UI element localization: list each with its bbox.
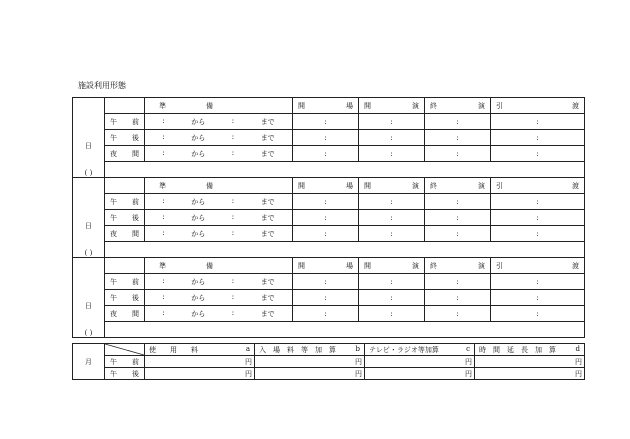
hand-header-2: 渡 bbox=[572, 101, 579, 110]
fee-col-key: d bbox=[575, 344, 580, 353]
time-field[interactable] bbox=[293, 130, 359, 146]
period-label-2: 前 bbox=[132, 117, 139, 126]
time-field[interactable] bbox=[425, 226, 491, 242]
time-field[interactable] bbox=[293, 194, 359, 210]
time-field[interactable] bbox=[491, 226, 585, 242]
fee-col-label: 時 間 延 長 加 算 bbox=[479, 345, 556, 354]
time-field[interactable] bbox=[425, 130, 491, 146]
open-header bbox=[293, 178, 359, 194]
time-field[interactable] bbox=[491, 290, 585, 306]
fee-amount-field[interactable] bbox=[255, 356, 365, 368]
time-colon: : bbox=[390, 133, 393, 142]
day-cell bbox=[73, 178, 105, 258]
period-label-2: 前 bbox=[132, 277, 139, 286]
weekday-label: ( ) bbox=[84, 329, 93, 337]
open-header-1: 開 bbox=[298, 261, 305, 270]
fee-header-row bbox=[73, 344, 585, 356]
time-field[interactable] bbox=[425, 146, 491, 162]
prep-time-field[interactable] bbox=[145, 290, 293, 306]
time-colon: : bbox=[162, 132, 165, 141]
time-from: から bbox=[191, 309, 206, 318]
fee-col-header bbox=[145, 344, 255, 356]
end-header bbox=[425, 98, 491, 114]
time-colon: : bbox=[324, 277, 327, 286]
time-field[interactable] bbox=[425, 306, 491, 322]
time-to: まで bbox=[260, 197, 275, 206]
weekday-blank-cell bbox=[105, 242, 585, 258]
end-header-2: 演 bbox=[478, 181, 485, 190]
hand-header-2: 渡 bbox=[572, 181, 579, 190]
fee-col-label: テレビ・ラジオ等加算 bbox=[369, 345, 439, 354]
block-header-row bbox=[73, 178, 585, 194]
time-field[interactable] bbox=[359, 290, 425, 306]
period-label-2: 後 bbox=[132, 133, 139, 142]
day-label: 日 bbox=[85, 142, 92, 150]
fee-col-header bbox=[475, 344, 585, 356]
yen-label: 円 bbox=[575, 369, 582, 378]
time-field[interactable] bbox=[293, 210, 359, 226]
time-colon: : bbox=[456, 277, 459, 286]
time-colon: : bbox=[456, 213, 459, 222]
time-colon: : bbox=[231, 292, 235, 301]
prep-time-field[interactable] bbox=[145, 226, 293, 242]
hand-header-2: 渡 bbox=[572, 261, 579, 270]
open-header-2: 場 bbox=[346, 181, 353, 190]
period-label-1: 午 bbox=[110, 117, 117, 126]
time-from: から bbox=[191, 229, 206, 238]
time-colon: : bbox=[390, 213, 393, 222]
period-label bbox=[105, 130, 145, 146]
time-colon: : bbox=[456, 197, 459, 206]
period-row bbox=[73, 114, 585, 130]
time-colon: : bbox=[536, 309, 539, 318]
open-header-1: 開 bbox=[298, 181, 305, 190]
time-colon: : bbox=[231, 276, 235, 285]
time-colon: : bbox=[162, 116, 165, 125]
time-field[interactable] bbox=[359, 146, 425, 162]
time-colon: : bbox=[456, 293, 459, 302]
time-colon: : bbox=[456, 133, 459, 142]
time-colon: : bbox=[324, 133, 327, 142]
prep-header-2: 備 bbox=[206, 181, 213, 190]
period-label-1: 午 bbox=[110, 293, 117, 302]
time-colon: : bbox=[536, 149, 539, 158]
period-label-1: 夜 bbox=[110, 229, 117, 238]
time-colon: : bbox=[390, 309, 393, 318]
month-label: 月 bbox=[85, 357, 92, 366]
start-header bbox=[359, 258, 425, 274]
time-colon: : bbox=[162, 276, 165, 285]
period-label bbox=[105, 290, 145, 306]
start-header-2: 演 bbox=[412, 261, 419, 270]
time-colon: : bbox=[231, 116, 235, 125]
time-colon: : bbox=[536, 133, 539, 142]
time-colon: : bbox=[162, 196, 165, 205]
fee-period-label-2: 後 bbox=[132, 369, 139, 378]
time-colon: : bbox=[390, 229, 393, 238]
end-header bbox=[425, 258, 491, 274]
open-header bbox=[293, 98, 359, 114]
fee-col-label: 入 場 料 等 加 算 bbox=[259, 345, 336, 354]
time-colon: : bbox=[324, 197, 327, 206]
fee-amount-field[interactable] bbox=[365, 356, 475, 368]
start-header bbox=[359, 178, 425, 194]
prep-time-field[interactable] bbox=[145, 114, 293, 130]
hand-header-1: 引 bbox=[496, 181, 503, 190]
time-field[interactable] bbox=[491, 130, 585, 146]
end-header-2: 演 bbox=[478, 261, 485, 270]
time-from: から bbox=[191, 149, 206, 158]
time-field[interactable] bbox=[491, 194, 585, 210]
period-label-1: 夜 bbox=[110, 309, 117, 318]
prep-header-1: 準 bbox=[159, 101, 166, 110]
time-colon: : bbox=[231, 148, 235, 157]
day-label: 日 bbox=[85, 222, 92, 230]
time-field[interactable] bbox=[293, 146, 359, 162]
period-label-1: 午 bbox=[110, 277, 117, 286]
hand-header bbox=[491, 178, 585, 194]
fee-amount-field[interactable] bbox=[365, 368, 475, 380]
period-row bbox=[73, 210, 585, 226]
time-colon: : bbox=[536, 277, 539, 286]
period-row bbox=[73, 274, 585, 290]
prep-header-2: 備 bbox=[206, 101, 213, 110]
time-field[interactable] bbox=[293, 290, 359, 306]
time-colon: : bbox=[231, 308, 235, 317]
period-label bbox=[105, 306, 145, 322]
yen-label: 円 bbox=[245, 357, 252, 366]
start-header-1: 開 bbox=[364, 101, 371, 110]
period-label bbox=[105, 274, 145, 290]
time-field[interactable] bbox=[491, 306, 585, 322]
fee-col-label: 使 用 料 bbox=[149, 345, 198, 354]
hand-header bbox=[491, 258, 585, 274]
fee-col-key: a bbox=[245, 344, 250, 353]
start-header bbox=[359, 98, 425, 114]
period-row bbox=[73, 130, 585, 146]
time-field[interactable] bbox=[359, 130, 425, 146]
weekday-blank-cell bbox=[105, 322, 585, 338]
open-header-1: 開 bbox=[298, 101, 305, 110]
period-header-blank bbox=[105, 178, 145, 194]
end-header-1: 終 bbox=[430, 101, 437, 110]
end-header-1: 終 bbox=[430, 181, 437, 190]
time-to: まで bbox=[260, 117, 275, 126]
fee-col-key: b bbox=[355, 344, 360, 353]
time-to: まで bbox=[260, 309, 275, 318]
time-colon: : bbox=[324, 213, 327, 222]
time-field[interactable] bbox=[359, 194, 425, 210]
time-colon: : bbox=[536, 117, 539, 126]
fee-row bbox=[73, 356, 585, 368]
prep-time-field[interactable] bbox=[145, 306, 293, 322]
period-label-2: 後 bbox=[132, 213, 139, 222]
period-label bbox=[105, 194, 145, 210]
time-field[interactable] bbox=[359, 114, 425, 130]
yen-label: 円 bbox=[355, 369, 362, 378]
prep-header bbox=[145, 178, 293, 194]
time-colon: : bbox=[536, 213, 539, 222]
open-header bbox=[293, 258, 359, 274]
time-colon: : bbox=[456, 229, 459, 238]
time-field[interactable] bbox=[491, 114, 585, 130]
period-row bbox=[73, 194, 585, 210]
weekday-label: ( ) bbox=[84, 169, 93, 177]
yen-label: 円 bbox=[245, 369, 252, 378]
time-from: から bbox=[191, 117, 206, 126]
fee-table bbox=[72, 343, 585, 380]
day-cell bbox=[73, 258, 105, 338]
hand-header-1: 引 bbox=[496, 261, 503, 270]
time-to: まで bbox=[260, 229, 275, 238]
prep-time-field[interactable] bbox=[145, 130, 293, 146]
time-colon: : bbox=[324, 117, 327, 126]
day-cell bbox=[73, 98, 105, 178]
time-colon: : bbox=[162, 292, 165, 301]
prep-header bbox=[145, 98, 293, 114]
prep-time-field[interactable] bbox=[145, 274, 293, 290]
prep-time-field[interactable] bbox=[145, 146, 293, 162]
time-to: まで bbox=[260, 133, 275, 142]
time-colon: : bbox=[536, 229, 539, 238]
fee-period-label-2: 前 bbox=[132, 357, 139, 366]
month-cell bbox=[73, 344, 105, 380]
day-label: 日 bbox=[85, 302, 92, 310]
period-label bbox=[105, 114, 145, 130]
time-field[interactable] bbox=[425, 114, 491, 130]
period-header-blank bbox=[105, 258, 145, 274]
prep-time-field[interactable] bbox=[145, 194, 293, 210]
end-header-2: 演 bbox=[478, 101, 485, 110]
time-colon: : bbox=[324, 229, 327, 238]
form-caption: 施設利用形態 bbox=[78, 81, 126, 90]
time-field[interactable] bbox=[293, 274, 359, 290]
time-field[interactable] bbox=[293, 114, 359, 130]
time-colon: : bbox=[162, 228, 165, 237]
fee-col-header bbox=[255, 344, 365, 356]
period-label-2: 前 bbox=[132, 197, 139, 206]
time-from: から bbox=[191, 277, 206, 286]
schedule-table bbox=[72, 97, 585, 338]
time-field[interactable] bbox=[359, 274, 425, 290]
time-from: から bbox=[191, 293, 206, 302]
end-header-1: 終 bbox=[430, 261, 437, 270]
open-header-2: 場 bbox=[346, 101, 353, 110]
hand-header bbox=[491, 98, 585, 114]
time-colon: : bbox=[231, 228, 235, 237]
time-from: から bbox=[191, 213, 206, 222]
time-field[interactable] bbox=[359, 306, 425, 322]
time-to: まで bbox=[260, 149, 275, 158]
time-field[interactable] bbox=[425, 274, 491, 290]
time-colon: : bbox=[536, 293, 539, 302]
period-label-1: 午 bbox=[110, 197, 117, 206]
yen-label: 円 bbox=[575, 357, 582, 366]
fee-amount-field[interactable] bbox=[475, 356, 585, 368]
time-colon: : bbox=[324, 293, 327, 302]
diagonal-line bbox=[105, 344, 144, 355]
period-label bbox=[105, 226, 145, 242]
time-field[interactable] bbox=[425, 290, 491, 306]
time-field[interactable] bbox=[491, 274, 585, 290]
time-colon: : bbox=[162, 212, 165, 221]
time-colon: : bbox=[390, 197, 393, 206]
time-field[interactable] bbox=[359, 226, 425, 242]
time-colon: : bbox=[456, 309, 459, 318]
time-colon: : bbox=[390, 277, 393, 286]
time-colon: : bbox=[390, 117, 393, 126]
weekday-row bbox=[73, 162, 585, 178]
hand-header-1: 引 bbox=[496, 101, 503, 110]
time-to: まで bbox=[260, 293, 275, 302]
time-field[interactable] bbox=[293, 226, 359, 242]
time-field[interactable] bbox=[359, 210, 425, 226]
weekday-label: ( ) bbox=[84, 249, 93, 257]
start-header-1: 開 bbox=[364, 261, 371, 270]
yen-label: 円 bbox=[465, 369, 472, 378]
time-colon: : bbox=[231, 212, 235, 221]
time-colon: : bbox=[456, 149, 459, 158]
time-field[interactable] bbox=[425, 194, 491, 210]
yen-label: 円 bbox=[465, 357, 472, 366]
fee-amount-field[interactable] bbox=[145, 368, 255, 380]
time-field[interactable] bbox=[491, 210, 585, 226]
time-colon: : bbox=[324, 309, 327, 318]
time-colon: : bbox=[162, 148, 165, 157]
fee-col-key: c bbox=[466, 344, 470, 353]
fee-period-label-1: 午 bbox=[110, 369, 117, 378]
period-label bbox=[105, 146, 145, 162]
time-field[interactable] bbox=[293, 306, 359, 322]
period-label-2: 間 bbox=[132, 149, 139, 158]
start-header-1: 開 bbox=[364, 181, 371, 190]
yen-label: 円 bbox=[355, 357, 362, 366]
time-from: から bbox=[191, 133, 206, 142]
period-label-1: 午 bbox=[110, 213, 117, 222]
prep-time-field[interactable] bbox=[145, 210, 293, 226]
fee-amount-field[interactable] bbox=[475, 368, 585, 380]
fee-row bbox=[73, 368, 585, 380]
block-header-row bbox=[73, 258, 585, 274]
time-to: まで bbox=[260, 277, 275, 286]
period-label bbox=[105, 210, 145, 226]
time-colon: : bbox=[231, 132, 235, 141]
time-field[interactable] bbox=[491, 146, 585, 162]
time-colon: : bbox=[324, 149, 327, 158]
block-header-row bbox=[73, 98, 585, 114]
period-row bbox=[73, 290, 585, 306]
period-label-1: 午 bbox=[110, 133, 117, 142]
fee-col-header bbox=[365, 344, 475, 356]
time-colon: : bbox=[390, 149, 393, 158]
time-field[interactable] bbox=[425, 210, 491, 226]
period-row bbox=[73, 306, 585, 322]
time-colon: : bbox=[231, 196, 235, 205]
period-row bbox=[73, 226, 585, 242]
fee-period-label bbox=[105, 356, 145, 368]
weekday-row bbox=[73, 322, 585, 338]
prep-header bbox=[145, 258, 293, 274]
time-from: から bbox=[191, 197, 206, 206]
period-label-2: 後 bbox=[132, 293, 139, 302]
prep-header-1: 準 bbox=[159, 181, 166, 190]
period-label-1: 夜 bbox=[110, 149, 117, 158]
fee-period-label bbox=[105, 368, 145, 380]
period-row bbox=[73, 146, 585, 162]
prep-header-1: 準 bbox=[159, 261, 166, 270]
weekday-row bbox=[73, 242, 585, 258]
time-colon: : bbox=[456, 117, 459, 126]
time-colon: : bbox=[536, 197, 539, 206]
diagonal-cell bbox=[105, 344, 145, 356]
prep-header-2: 備 bbox=[206, 261, 213, 270]
period-label-2: 間 bbox=[132, 229, 139, 238]
start-header-2: 演 bbox=[412, 101, 419, 110]
fee-period-label-1: 午 bbox=[110, 357, 117, 366]
period-header-blank bbox=[105, 98, 145, 114]
time-to: まで bbox=[260, 213, 275, 222]
fee-amount-field[interactable] bbox=[145, 356, 255, 368]
start-header-2: 演 bbox=[412, 181, 419, 190]
weekday-blank-cell bbox=[105, 162, 585, 178]
period-label-2: 間 bbox=[132, 309, 139, 318]
end-header bbox=[425, 178, 491, 194]
time-colon: : bbox=[162, 308, 165, 317]
open-header-2: 場 bbox=[346, 261, 353, 270]
fee-amount-field[interactable] bbox=[255, 368, 365, 380]
time-colon: : bbox=[390, 293, 393, 302]
